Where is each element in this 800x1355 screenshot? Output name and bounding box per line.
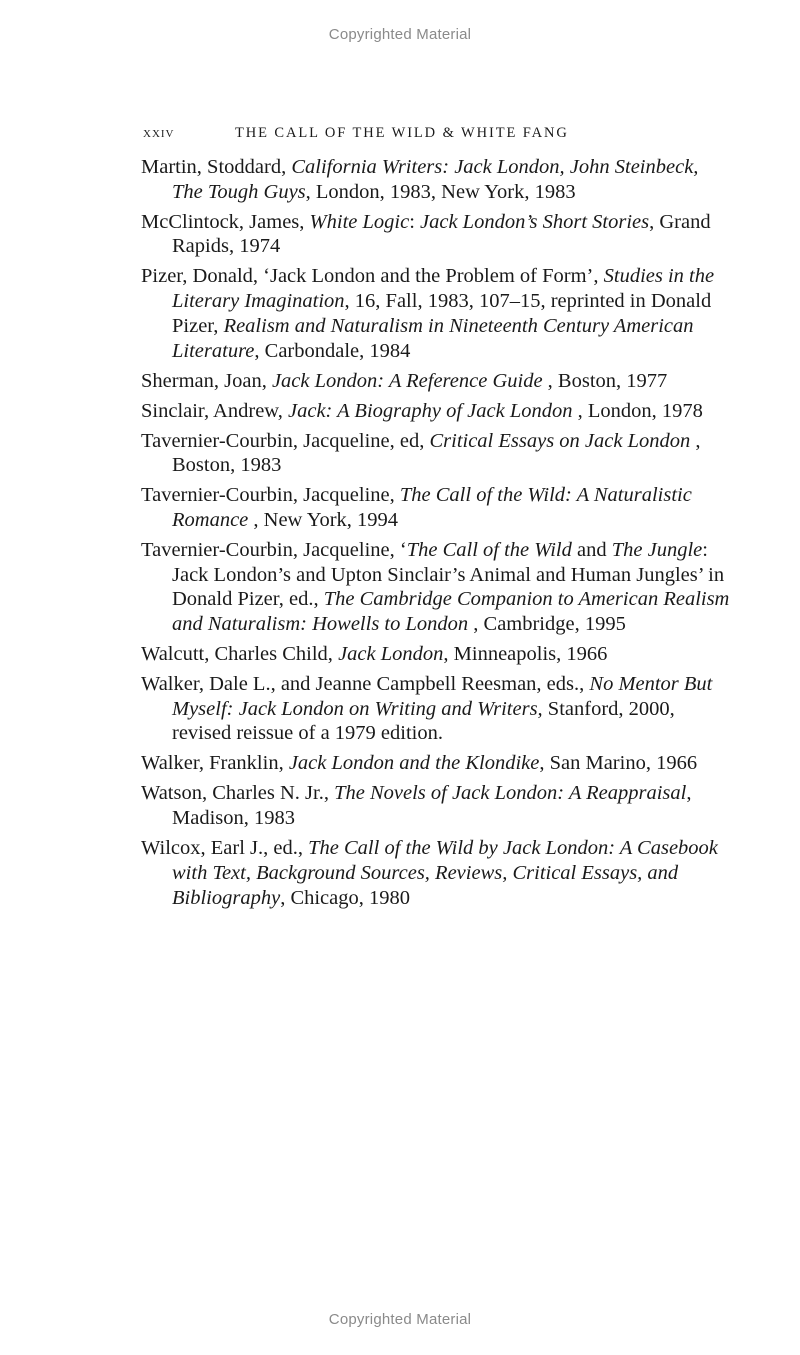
page-number: xxiv bbox=[143, 125, 175, 141]
bibliography-entry: Walker, Franklin, Jack London and the Klondike, San Marino, 1966 bbox=[141, 752, 698, 775]
watermark-bottom: Copyrighted Material bbox=[328, 1311, 472, 1328]
watermark-top: Copyrighted Material bbox=[328, 26, 472, 43]
bibliography-list bbox=[141, 155, 731, 916]
bibliography-entry: Sinclair, Andrew, Jack: A Biography of Jack London , London, 1978 bbox=[141, 399, 703, 422]
bibliography-entry: Watson, Charles N. Jr., The Novels of Jack London: A Reappraisal, Madison, 1983 bbox=[141, 782, 692, 830]
bibliography-entry: Walcutt, Charles Child, Jack London, Minneapolis, 1966 bbox=[141, 643, 608, 666]
bibliography-entry: Walker, Dale L., and Jeanne Campbell Reesman, eds., No Mentor But Myself: Jack London on Writing and Writers, Stanford, 2000, revised reissue of a 1979 edition. bbox=[141, 673, 713, 745]
bibliography-entry: McClintock, James, White Logic: Jack London’s Short Stories, Grand Rapids, 1974 bbox=[141, 210, 711, 258]
bibliography-entry: Pizer, Donald, ‘Jack London and the Problem of Form’, Studies in the Literary Imagination, 16, Fall, 1983, 107–15, reprinted in Donald Pizer, Realism and Naturalism in Nineteenth Century American Literature, Carbondale, 1984 bbox=[141, 265, 715, 362]
bibliography-entry: Sherman, Joan, Jack London: A Reference Guide , Boston, 1977 bbox=[141, 369, 668, 392]
bibliography-entry: Tavernier-Courbin, Jacqueline, ‘The Call of the Wild and The Jungle: Jack London’s and Upton Sinclair’s Animal and Human Jungles’ in Donald Pizer, ed., The Cambridge Companion to American Realism and Naturalism: Howells to London , Cambridge, 1995 bbox=[141, 538, 730, 636]
bibliography-entry: Tavernier-Courbin, Jacqueline, The Call of the Wild: A Naturalistic Romance , New York, 1994 bbox=[141, 484, 692, 531]
running-head bbox=[143, 125, 643, 142]
bibliography-entry: Wilcox, Earl J., ed., The Call of the Wild by Jack London: A Casebook with Text, Background Sources, Reviews, Critical Essays, and Bibliography, Chicago, 1980 bbox=[141, 837, 718, 909]
running-title: THE CALL OF THE WILD & WHITE FANG bbox=[235, 125, 569, 141]
bibliography-entry: Martin, Stoddard, California Writers: Jack London, John Steinbeck, The Tough Guys, London, 1983, New York, 1983 bbox=[141, 156, 699, 203]
bibliography-entry: Tavernier-Courbin, Jacqueline, ed, Critical Essays on Jack London , Boston, 1983 bbox=[141, 429, 701, 477]
